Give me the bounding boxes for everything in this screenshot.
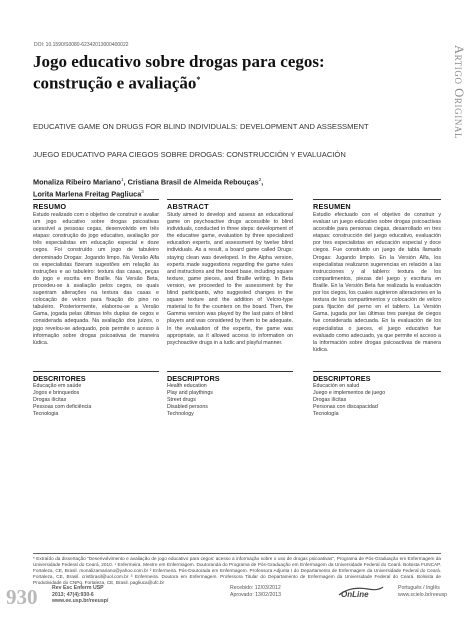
author-list: Monaliza Ribeiro Mariano$^1$, Cristiana Brasil de Almeida Rebouças$^2$, Lorita Marlena Freitag Pagliuca$^3$ <box>33 177 264 199</box>
author-name: Monaliza Ribeiro Mariano <box>33 177 121 187</box>
journal-info <box>52 585 108 605</box>
keyword: Disabled persons <box>167 404 208 411</box>
title-english: EDUCATIVE GAME ON DRUGS FOR BLIND INDIVIDUALS: DEVELOPMENT AND ASSESSMENT <box>33 122 369 131</box>
author-name: Lorita Marlena Freitag Pagliuca <box>33 189 142 199</box>
abstract-text: Estudio efectuado con el objetivo de construir y evaluar un juego educativo sobre drogas psicoactivas accesible para personas ciegas, desarrollado en tres etapas: construcción del juego educativo, evaluación por tres especialistas en educación especial y doce ciegos. Fue construido un juego de tabla llamado Drogas: Jugando limpio. En la Versión Alfa, los especialistas realizaron sugerencias en relación a las instrucciones y al tablero: textura de los compartimentos, piezas del juego y escritura en Braille. En la Versión Beta fue realizada la evaluación por los ciegos, los cuales sugirieron alteraciones en la textura de los compartimentos y colocación de velcro para fijación del perno en el tablero. La Versión Gama, jugada por las últimas tres parejas de ciegos fue considerada adecuada. En la evaluación de los especialistas o jueces, el juego educativo fue evaluado como adecuado, ya que permite el acceso a la información sobre drogas psicoactivas de manera lúdica. <box>313 212 441 353</box>
keyword: Drogas ilícitas <box>33 397 67 404</box>
article-dates <box>230 585 281 598</box>
site-info <box>398 585 447 598</box>
keywords-list <box>313 383 385 418</box>
journal-url[interactable]: www.ee.usp.br/reeusp/ <box>52 598 109 605</box>
title-footnote-mark: * <box>196 75 201 84</box>
keyword: Play and playthings <box>167 390 213 397</box>
keywords-heading: DESCRITORES <box>33 371 159 383</box>
keywords-heading: DESCRIPTORES <box>313 371 441 383</box>
author-affiliation-mark: 1 <box>120 177 124 182</box>
keyword: Tecnologia <box>33 411 59 418</box>
keyword: Technology <box>167 411 194 418</box>
abstract-text: Estudo realizado com o objetivo de construir e avaliar um jogo educativo sobre drogas psicoativas acessível a pessoas cegas, desenvolvido em três etapas: construção do jogo educativo, avaliação por três especialistas em educação especial e doze cegos. Foi construído um jogo de tabuleiro denominado Drogas: Jogando limpo. Na Versão Alfa os especialistas fizeram sugestões em relação às instruções e ao tabuleiro: textura das casas, peças do jogo e escrita em Braille. Na Versão Beta, procedeu-se à avaliação pelos cegos, os quais sugeriram alterações na textura das casas e colocação de velcro para fixação do pino no tabuleiro. Posteriormente, elaborou-se a Versão Gama, jogada pelas últimas três duplas de cegos e considerada adequada. Na avaliação dos juízes, o jogo revelou-se adequado, pois permite o acesso à informação sobre drogas psicoativas de maneira lúdica. <box>33 212 159 346</box>
abstract-heading: ABSTRACT <box>167 199 293 211</box>
abstract-column-pt <box>33 199 159 418</box>
approved-date: Aprovado: 13/02/2013 <box>230 591 282 598</box>
page-number: 930 <box>6 585 38 609</box>
abstract-column-es <box>313 199 441 418</box>
page-footer <box>0 582 474 612</box>
keyword: Health education <box>167 383 207 389</box>
author-name: Cristiana Brasil de Almeida Rebouças <box>127 177 259 187</box>
online-logo-icon <box>338 585 384 598</box>
author-affiliation-mark: 3 <box>141 189 144 195</box>
title-text: Jogo educativo sobre drogas para cegos: construção e avaliação <box>33 52 325 93</box>
keywords-list <box>167 383 213 418</box>
received-date: Recebido: 12/03/2012 <box>230 585 281 591</box>
article-title <box>33 53 403 93</box>
keyword: Jogos e brinquedos <box>33 390 80 397</box>
journal-volume: 2013; 47(4):930-6 <box>52 591 94 598</box>
keyword: Personas con discapacidad <box>313 404 378 411</box>
keywords-list <box>33 383 91 418</box>
keyword: Educación en salud <box>313 383 360 389</box>
author-affiliation-mark: 2 <box>258 177 262 182</box>
abstract-column-en <box>167 199 293 418</box>
keywords-heading: DESCRIPTORS <box>167 371 293 383</box>
doi: DOI: 10.1590/S0080-62342013000400022 <box>34 42 129 48</box>
title-spanish: JUEGO EDUCATIVO PARA CIEGOS SOBRE DROGAS: CONSTRUCCIÓN Y EVALUACIÓN <box>33 150 346 159</box>
language-note: Português / Inglês <box>398 585 440 591</box>
journal-name: Rev Esc Enferm USP <box>52 585 104 591</box>
logo-text: OnLine <box>341 590 369 598</box>
abstract-heading: RESUMO <box>33 199 159 211</box>
keyword: Drogas ilícitas <box>313 397 347 404</box>
section-label: Artigo Original <box>452 45 466 140</box>
site-url[interactable]: www.scielo.br/reeusp <box>398 591 448 598</box>
keyword: Juego e implementos de juego <box>313 390 386 397</box>
keyword: Street drugs <box>167 397 196 404</box>
footnotes: * Extraído da dissertação "Desenvolvimento e avaliação de jogo educativo para cegos: acesso a informação sobre o uso de drogas psicoativas", Programa de Pós-Graduação em Enfermagem da Universidade Federal do Ceará, 2010. ¹ Enfermeira. Mestre em Enfermagem. Doutoranda do Programa de Pós-Graduação em Enfermagem da Universidade Federal do Ceará. Bolsista FUNCAP. Fortaleza, CE, Brasil. monalizamariano@yahoo.com.br ² Enfermeira. Pós-Doutorada em Enfermagem. Professora Adjunta I do Departamento de Enfermagem da Universidade Federal do Ceará. Fortaleza, CE, Brasil. cristbrasil@uol.com.br ³ Enfermeira. Doutora em Enfermagem. Professora Titular do Departamento de Enfermagem da Universidade Federal do Ceará. Bolsista de Produtividade do CNPq. Fortaleza, CE, Brasil. pagliuca@ufc.br <box>33 553 441 586</box>
abstract-text: Study aimed to develop and assess an educational game on psychoactive drugs accessible to blind individuals, conducted in three steps: development of the educative game, evaluation by three specialized education experts, and assessment by twelve blind individuals. As a result, a board game called Drugs: staying clean was developed. In the Alpha version, experts made suggestions regarding the game rules and instructions and the board base, including square texture, game pieces, and Braille writing. In Beta version, we proceeded to the assessment by the blind participants, who suggested changes in the square texture and the addition of Velcro-type material to fix the counters on the board. Then, the Gamma version was played by the last pairs of blind players and was considered by them to be adequate. In the evaluation of the experts, the game was appropriate, as it allowed access to information on psychoactive drugs in a ludic and playful manner. <box>167 212 293 346</box>
abstract-heading: RESUMEN <box>313 199 441 211</box>
keyword: Pessoas com deficiência <box>33 404 92 411</box>
keyword: Tecnología <box>313 411 339 418</box>
keyword: Educação em saúde <box>33 383 82 389</box>
